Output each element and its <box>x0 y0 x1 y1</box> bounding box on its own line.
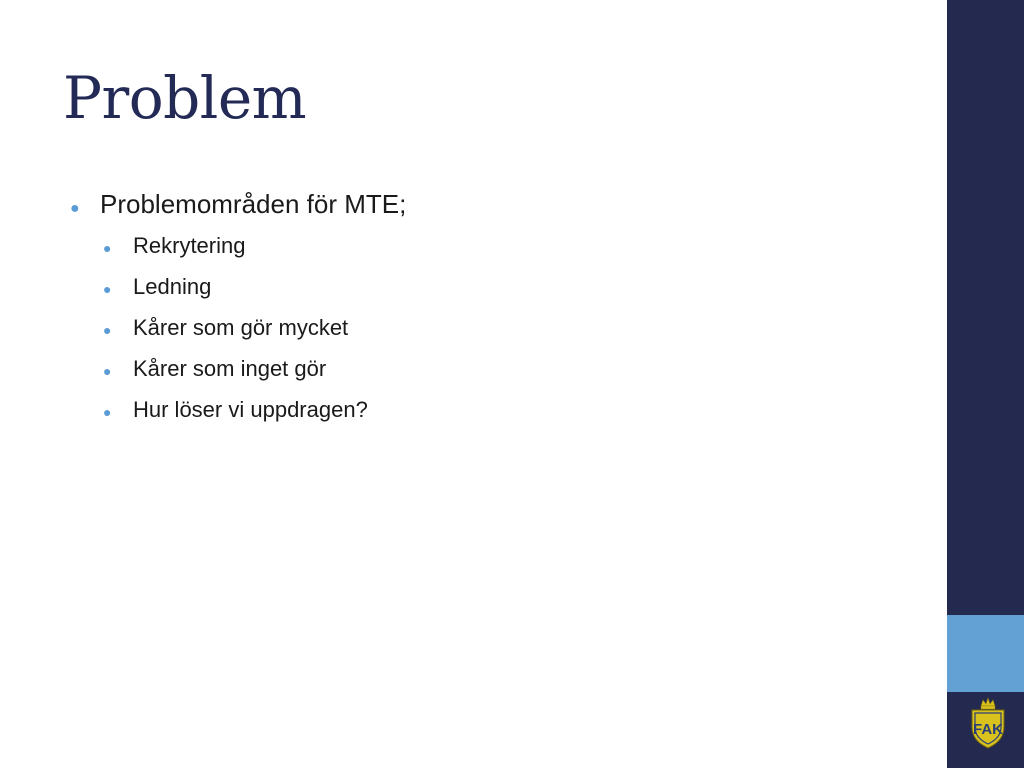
sub-bullet-item <box>103 389 910 430</box>
sub-bullet-text: Kårer som inget gör <box>133 356 327 381</box>
bullet-dot-icon: ● <box>103 281 112 297</box>
bullet-item <box>70 183 910 225</box>
bullet-text: Problemområden för MTE; <box>100 189 407 219</box>
sub-bullet-text: Hur löser vi uppdragen? <box>133 397 368 422</box>
sub-bullet-text: Rekrytering <box>133 233 246 258</box>
slide-body <box>70 183 910 430</box>
sub-bullet-text: Kårer som gör mycket <box>133 315 349 340</box>
bullet-dot-icon: ● <box>103 240 112 256</box>
sub-bullet-item <box>103 348 910 389</box>
bullet-dot-icon: ● <box>103 363 112 379</box>
sub-bullet-item <box>103 266 910 307</box>
bullet-dot-icon: ● <box>70 200 80 217</box>
bullet-dot-icon: ● <box>103 404 112 420</box>
sidebar-light-block <box>947 615 1024 692</box>
sub-bullet-item <box>103 225 910 266</box>
slide-title: Problem <box>63 64 307 132</box>
sub-bullet-text: Ledning <box>133 274 212 299</box>
svg-text:FAK: FAK <box>973 721 1003 738</box>
bullet-dot-icon: ● <box>103 322 112 338</box>
fak-crest-icon <box>969 697 1007 751</box>
sub-bullet-item <box>103 307 910 348</box>
